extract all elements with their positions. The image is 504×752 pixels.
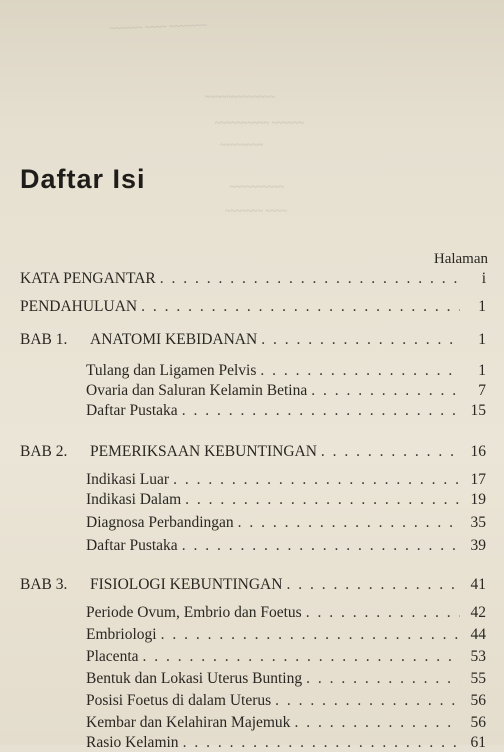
toc-entry-pendahuluan: [20, 298, 486, 316]
toc-entry-page: 42: [470, 604, 486, 621]
toc-section: [86, 670, 486, 688]
toc-section: [86, 648, 486, 666]
dot-leader: [160, 270, 460, 288]
chapter-number: BAB 1.: [20, 331, 68, 348]
toc-entry-page: 55: [470, 670, 486, 687]
toc-entry-page: 61: [470, 734, 486, 751]
toc-section: [86, 714, 486, 732]
toc-entry-page: 7: [478, 382, 486, 399]
dot-leader: [161, 626, 460, 644]
toc-section-label: Posisi Foetus di dalam Uterus: [86, 692, 272, 709]
toc-entry-page: 1: [478, 298, 486, 315]
chapter-title: PEMERIKSAAN KEBUNTINGAN: [90, 443, 317, 460]
toc-chapter-3: [20, 576, 486, 594]
dot-leader: [185, 491, 460, 509]
show-through-text: ~~~~~~~~~~~~~: [205, 92, 276, 103]
toc-section-label: Tulang dan Ligamen Pelvis: [86, 362, 257, 379]
toc-section-label: Diagnosa Perbandingan: [86, 514, 234, 531]
dot-leader: [183, 734, 460, 752]
show-through-text: ~~~~~~~~: [220, 140, 264, 151]
toc-entry-label: KATA PENGANTAR: [20, 270, 156, 287]
toc-entry-label: PENDAHULUAN: [20, 298, 138, 315]
toc-section-label: Rasio Kelamin: [86, 734, 179, 751]
dot-leader: [275, 692, 460, 710]
toc-entry-page: 35: [470, 514, 486, 531]
toc-entry-page: 56: [470, 714, 486, 731]
show-through-text: ~~~~~~~~~~ ~~~~~~: [215, 118, 305, 129]
show-through-text: ~~~~~~~~~~: [230, 182, 285, 193]
toc-section-label: Periode Ovum, Embrio dan Foetus: [86, 604, 302, 621]
dot-leader: [294, 714, 460, 732]
dot-leader: [141, 298, 460, 316]
show-through-text: ~~~~~~ ~~~~ ~~~~~~~: [109, 20, 208, 35]
toc-section: [86, 604, 486, 622]
dot-leader: [286, 576, 460, 594]
toc-section: [86, 471, 486, 489]
toc-section: [86, 734, 486, 752]
toc-chapter-1: [20, 331, 486, 349]
toc-entry-page: 1: [478, 362, 486, 379]
chapter-title: ANATOMI KEBIDANAN: [90, 331, 258, 348]
dot-leader: [261, 331, 460, 349]
toc-entry-page: 39: [470, 537, 486, 554]
toc-section: [86, 514, 486, 532]
toc-entry-page: 53: [470, 648, 486, 665]
toc-section-label: Daftar Pustaka: [86, 402, 178, 419]
dot-leader: [182, 537, 460, 555]
toc-entry-kata-pengantar: [20, 270, 486, 288]
toc-section-label: Bentuk dan Lokasi Uterus Bunting: [86, 670, 303, 687]
toc-section-label: Ovaria dan Saluran Kelamin Betina: [86, 382, 308, 399]
dot-leader: [306, 670, 460, 688]
dot-leader: [238, 514, 460, 532]
toc-entry-page: 15: [470, 402, 486, 419]
toc-section-label: Daftar Pustaka: [86, 537, 178, 554]
toc-section: [86, 626, 486, 644]
toc-entry-page: 19: [470, 491, 486, 508]
dot-leader: [182, 402, 460, 420]
toc-section-label: Indikasi Dalam: [86, 491, 182, 508]
show-through-text: ~~~~~~~ ~~~~: [225, 206, 288, 217]
dot-leader: [260, 362, 460, 380]
dot-leader: [143, 648, 460, 666]
chapter-number: BAB 3.: [20, 576, 68, 593]
toc-section: [86, 362, 486, 380]
toc-section-label: Embriologi: [86, 626, 157, 643]
toc-entry-page: 1: [478, 331, 486, 348]
toc-entry-page: i: [481, 270, 486, 287]
dot-leader: [321, 443, 460, 461]
page-title: Daftar Isi: [20, 164, 146, 194]
toc-section-label: Indikasi Luar: [86, 471, 170, 488]
dot-leader: [173, 471, 460, 489]
toc-section: [86, 402, 486, 420]
page-column-header: Halaman: [433, 251, 488, 267]
dot-leader: [311, 382, 460, 400]
chapter-number: BAB 2.: [20, 443, 68, 460]
toc-entry-page: 16: [470, 443, 486, 460]
toc-section: [86, 491, 486, 509]
toc-section-label: Placenta: [86, 648, 139, 665]
toc-section: [86, 537, 486, 555]
dot-leader: [306, 604, 460, 622]
toc-entry-page: 17: [470, 471, 486, 488]
toc-entry-page: 44: [470, 626, 486, 643]
toc-entry-page: 56: [470, 692, 486, 709]
toc-section: [86, 692, 486, 710]
chapter-title: FISIOLOGI KEBUNTINGAN: [90, 576, 283, 593]
toc-entry-page: 41: [470, 576, 486, 593]
toc-section-label: Kembar dan Kelahiran Majemuk: [86, 714, 291, 731]
toc-chapter-2: [20, 443, 486, 461]
toc-section: [86, 382, 486, 400]
